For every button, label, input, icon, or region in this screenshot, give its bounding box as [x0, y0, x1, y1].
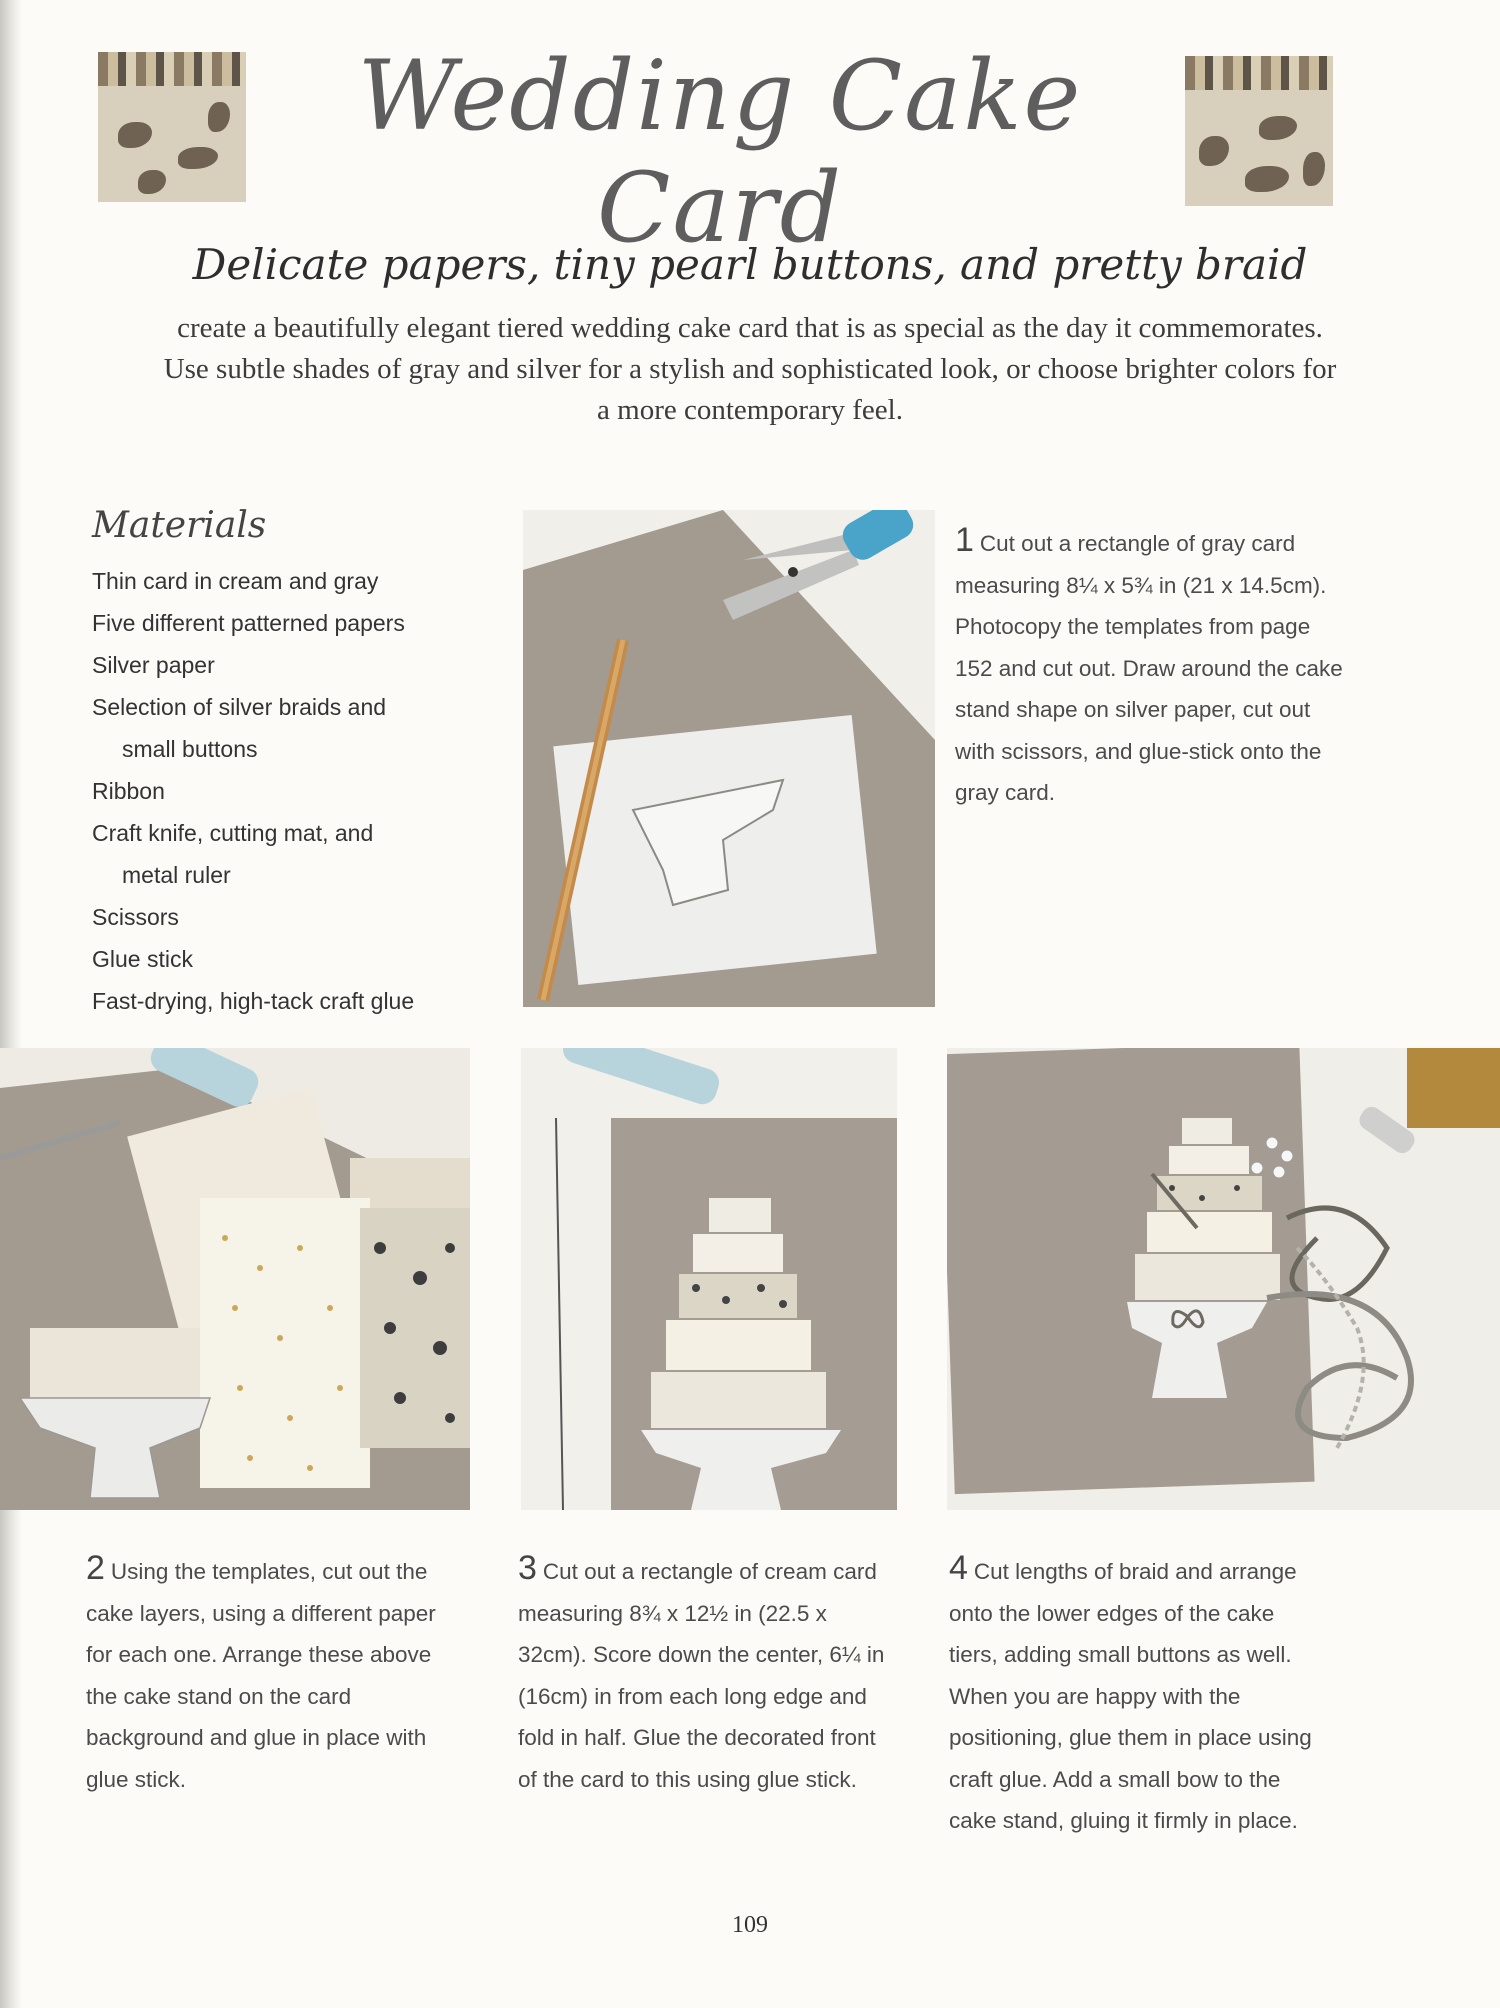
materials-list — [92, 560, 492, 1022]
materials-item: small buttons — [122, 736, 258, 762]
page-number: 109 — [732, 1912, 768, 1938]
materials-heading: Materials — [92, 505, 267, 546]
intro-paragraph: create a beautifully elegant tiered wedding cake card that is as special as the day it commemorates. Use subtle shades of gray and silver for a stylish and sophisticated look, or choose brighter colors for a more contemporary feel. — [163, 312, 1337, 426]
step-3-photo — [521, 1048, 897, 1510]
page-title: Wedding Cake Card — [357, 40, 1083, 264]
materials-item: Craft knife, cutting mat, and — [92, 820, 374, 846]
step-number: 2 — [86, 1549, 105, 1587]
step-4-text — [949, 1548, 1329, 1842]
step-2-photo — [0, 1048, 470, 1510]
step-2-text — [86, 1548, 466, 1800]
materials-item: Silver paper — [92, 652, 215, 678]
step-description: Using the templates, cut out the cake layers, using a different paper for each one. Arrange these above the cake stand on the card background and glue in place with glue stick. — [86, 1559, 436, 1792]
materials-item: Ribbon — [92, 778, 165, 804]
decorative-paper-right — [1185, 56, 1333, 206]
step-number: 1 — [955, 521, 974, 559]
step-description: Cut out a rectangle of cream card measuring 8¾ x 12½ in (22.5 x 32cm). Score down the center, 6¼ in (16cm) in from each long edge and fold in half. Glue the decorated front of the card to this using glue stick. — [518, 1559, 885, 1792]
decorative-paper-left — [98, 52, 246, 202]
step-number: 4 — [949, 1549, 968, 1587]
page-spine-shadow — [0, 0, 22, 2008]
intro-lead: Delicate papers, tiny pearl buttons, and pretty braid — [192, 240, 1308, 289]
step-description: Cut lengths of braid and arrange onto the lower edges of the cake tiers, adding small buttons as well. When you are happy with the positioning, glue them in place using craft glue. Add a small bow to the cake stand, gluing it firmly in place. — [949, 1559, 1312, 1833]
step-number: 3 — [518, 1549, 537, 1587]
step-1-text — [955, 520, 1345, 814]
materials-item: Fast-drying, high-tack craft glue — [92, 988, 415, 1014]
step-description: Cut out a rectangle of gray card measuring 8¼ x 5¾ in (21 x 14.5cm). Photocopy the templates from page 152 and cut out. Draw around the cake stand shape on silver paper, cut out with scissors, and glue-stick onto the gray card. — [955, 531, 1343, 805]
materials-item: Glue stick — [92, 946, 193, 972]
step-3-text — [518, 1548, 898, 1800]
step-1-photo — [523, 510, 935, 1007]
materials-item: Five different patterned papers — [92, 610, 405, 636]
materials-item: Selection of silver braids and — [92, 694, 387, 720]
step-4-photo — [947, 1048, 1500, 1510]
materials-item: Scissors — [92, 904, 179, 930]
materials-item: metal ruler — [122, 862, 231, 888]
materials-item: Thin card in cream and gray — [92, 568, 379, 594]
